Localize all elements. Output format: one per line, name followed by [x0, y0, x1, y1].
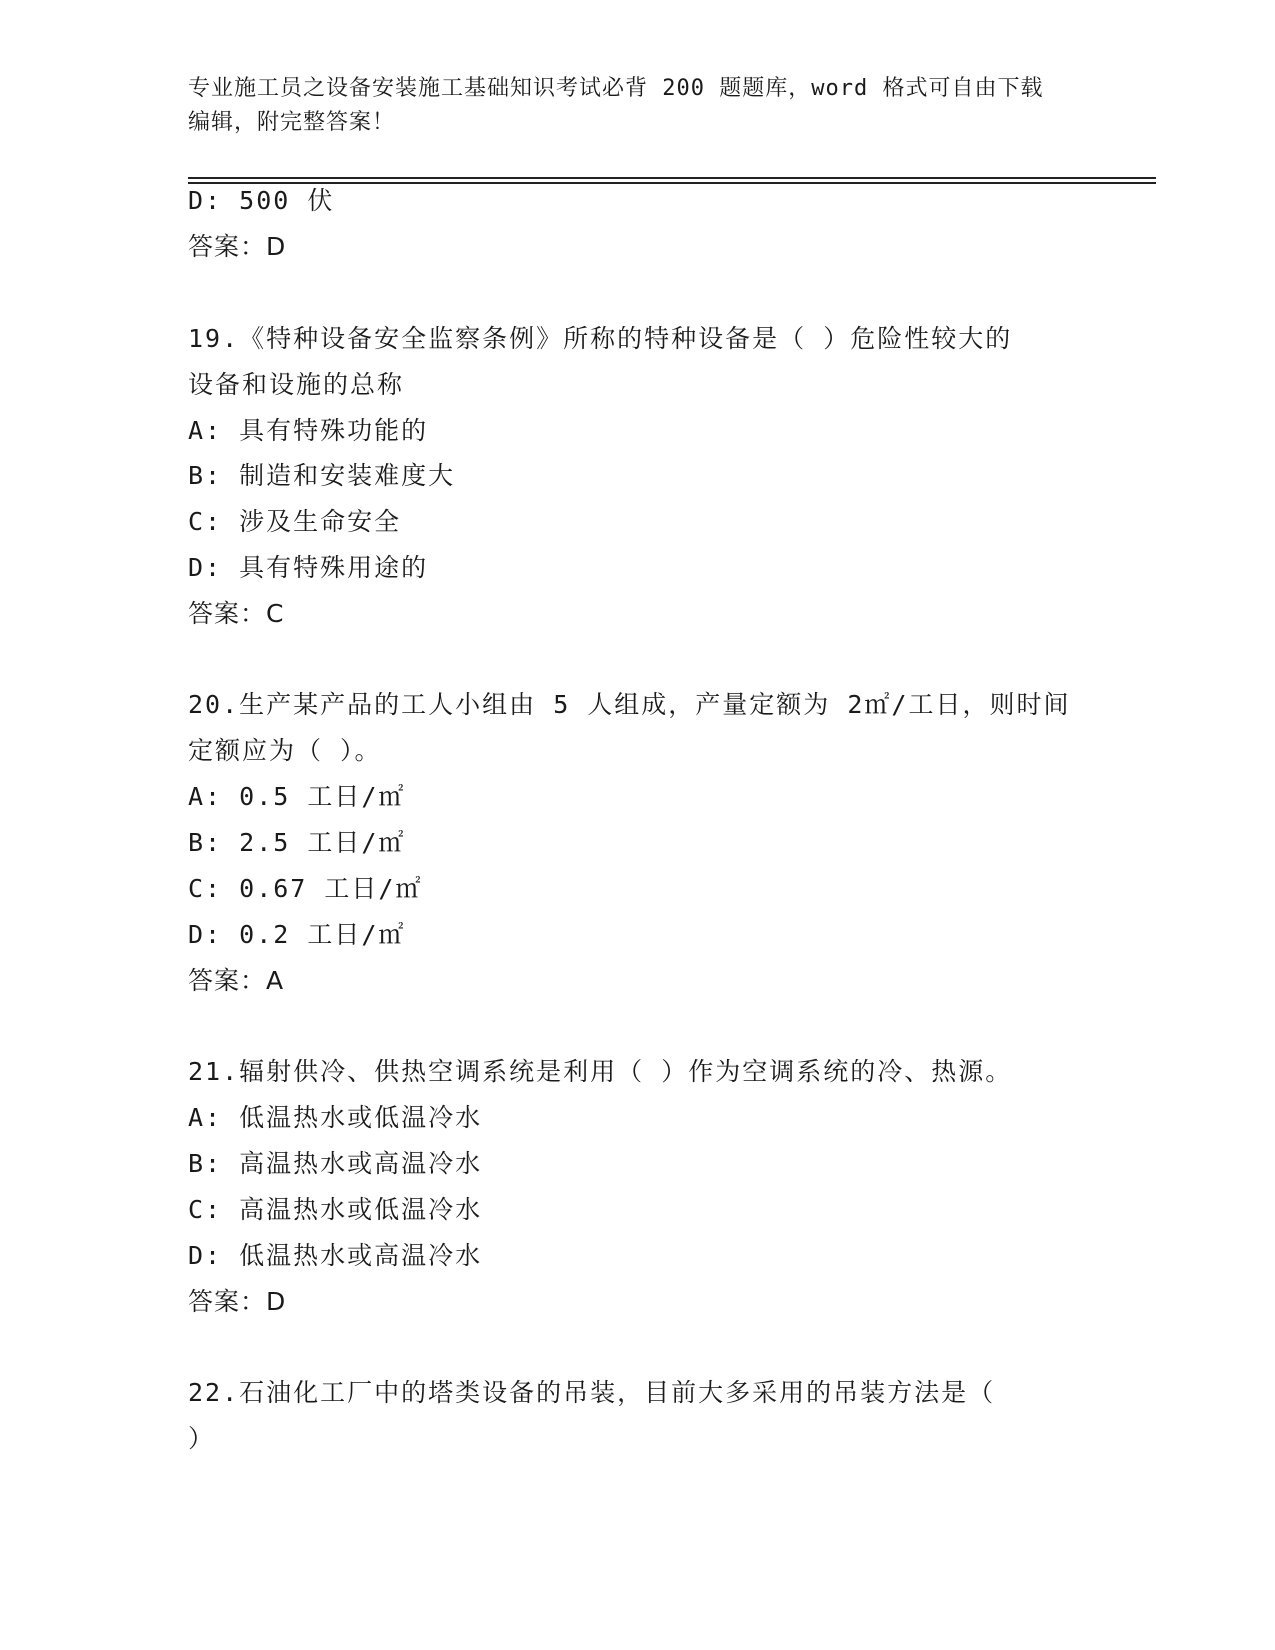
header-divider-bottom [188, 182, 1156, 184]
q19-option-a: A: 具有特殊功能的 [188, 416, 429, 445]
q21-option-b: B: 高温热水或高温冷水 [188, 1149, 483, 1178]
q21-answer: 答案：D [188, 1287, 287, 1316]
q21-option-a: A: 低温热水或低温冷水 [188, 1103, 483, 1132]
q21-option-c: C: 高温热水或低温冷水 [188, 1195, 483, 1224]
q20-option-c: C: 0.67 工日/㎡ [188, 874, 423, 903]
q22-stem-line-2: ） [188, 1424, 216, 1453]
q19-option-c: C: 涉及生命安全 [188, 507, 402, 536]
header-title-line-2: 编辑，附完整答案！ [188, 110, 396, 135]
q19-option-b: B: 制造和安装难度大 [188, 461, 456, 490]
q19-stem-line-2: 设备和设施的总称 [188, 370, 405, 399]
q20-answer: 答案：A [188, 966, 285, 995]
q19-option-d: D: 具有特殊用途的 [188, 553, 429, 582]
q21-stem-line-1: 21.辐射供冷、供热空调系统是利用（ ）作为空调系统的冷、热源。 [188, 1057, 1013, 1086]
q20-stem-line-1: 20.生产某产品的工人小组由 5 人组成，产量定额为 2㎡/工日，则时间 [188, 690, 1071, 719]
q18-answer: 答案：D [188, 232, 287, 261]
q18-option-d: D: 500 伏 [188, 186, 335, 215]
header-divider-top [188, 177, 1156, 179]
q20-stem-line-2: 定额应为（ ）。 [188, 736, 382, 765]
q20-option-a: A: 0.5 工日/㎡ [188, 782, 406, 811]
q20-option-d: D: 0.2 工日/㎡ [188, 920, 406, 949]
header-title-line-1: 专业施工员之设备安装施工基础知识考试必背 200 题题库，word 格式可自由下载 [188, 76, 1044, 101]
document-header [188, 72, 1088, 140]
q21-option-d: D: 低温热水或高温冷水 [188, 1241, 483, 1270]
q20-option-b: B: 2.5 工日/㎡ [188, 828, 406, 857]
q19-stem-line-1: 19.《特种设备安全监察条例》所称的特种设备是（ ）危险性较大的 [188, 324, 1013, 353]
q19-answer: 答案：C [188, 599, 285, 628]
q22-stem-line-1: 22.石油化工厂中的塔类设备的吊装，目前大多采用的吊装方法是（ [188, 1378, 996, 1407]
